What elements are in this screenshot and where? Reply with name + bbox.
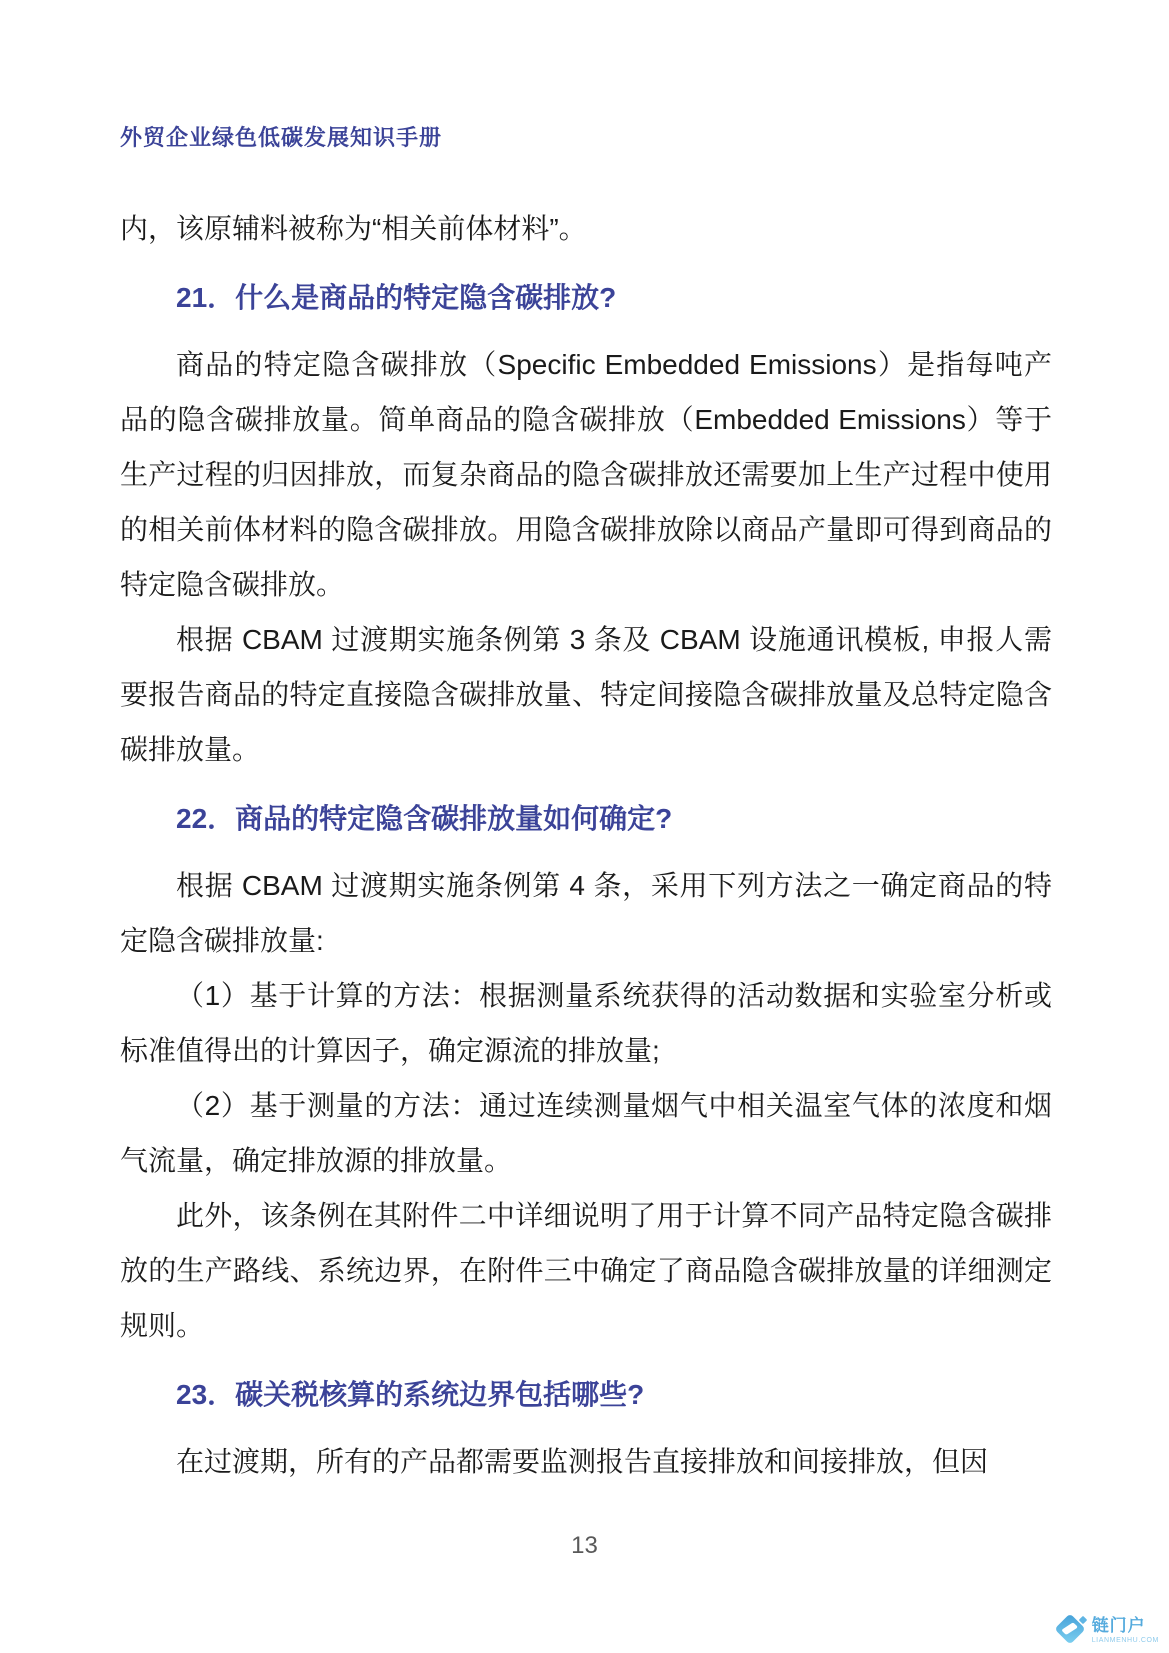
paragraph-list-item-1: （1）基于计算的方法：根据测量系统获得的活动数据和实验室分析或标准值得出的计算因子，确定源流的排放量; [120, 980, 1052, 1066]
watermark-logo [1056, 1615, 1159, 1645]
paragraph: 根据 CBAM 过渡期实施条例第 3 条及 CBAM 设施通讯模板, 申报人需要报告商品的特定直接隐含碳排放量、特定间接隐含碳排放量及总特定隐含碳排放量。 [120, 624, 1052, 765]
paragraph: 商品的特定隐含碳排放（Specific Embedded Emissions）是指每吨产品的隐含碳排放量。简单商品的隐含碳排放（Embedded Emissions）等于生产过程的归因排放，而复杂商品的隐含碳排放还需要加上生产过程中使用的相关前体材料的隐含碳排放。用隐含碳排放除以商品产量即可得到商品的特定隐含碳排放。 [120, 349, 1052, 600]
section-heading-21: 21．什么是商品的特定隐含碳排放? [176, 282, 617, 313]
paragraph: 根据 CBAM 过渡期实施条例第 4 条，采用下列方法之一确定商品的特定隐含碳排放量: [120, 870, 1052, 956]
section-heading-22: 22．商品的特定隐含碳排放量如何确定? [176, 803, 673, 834]
diamond-logo-icon [1056, 1615, 1086, 1645]
booklet-title: 外贸企业绿色低碳发展知识手册 [120, 125, 443, 150]
watermark-brand-name: 链门户 [1091, 1615, 1146, 1635]
page-number: 13 [571, 1532, 598, 1559]
paragraph: 此外，该条例在其附件二中详细说明了用于计算不同产品特定隐含碳排放的生产路线、系统边界，在附件三中确定了商品隐含碳排放量的详细测定规则。 [120, 1200, 1052, 1341]
paragraph-list-item-2: （2）基于测量的方法：通过连续测量烟气中相关温室气体的浓度和烟气流量，确定排放源的排放量。 [120, 1090, 1052, 1176]
paragraph-continuation: 内，该原辅料被称为“相关前体材料”。 [120, 213, 587, 244]
page-body [120, 201, 1052, 1489]
watermark-domain: LIANMENHU.COM [1091, 1636, 1159, 1644]
paragraph: 在过渡期，所有的产品都需要监测报告直接排放和间接排放，但因 [176, 1446, 989, 1477]
section-heading-23: 23．碳关税核算的系统边界包括哪些? [176, 1379, 645, 1410]
watermark-text [1092, 1617, 1159, 1644]
